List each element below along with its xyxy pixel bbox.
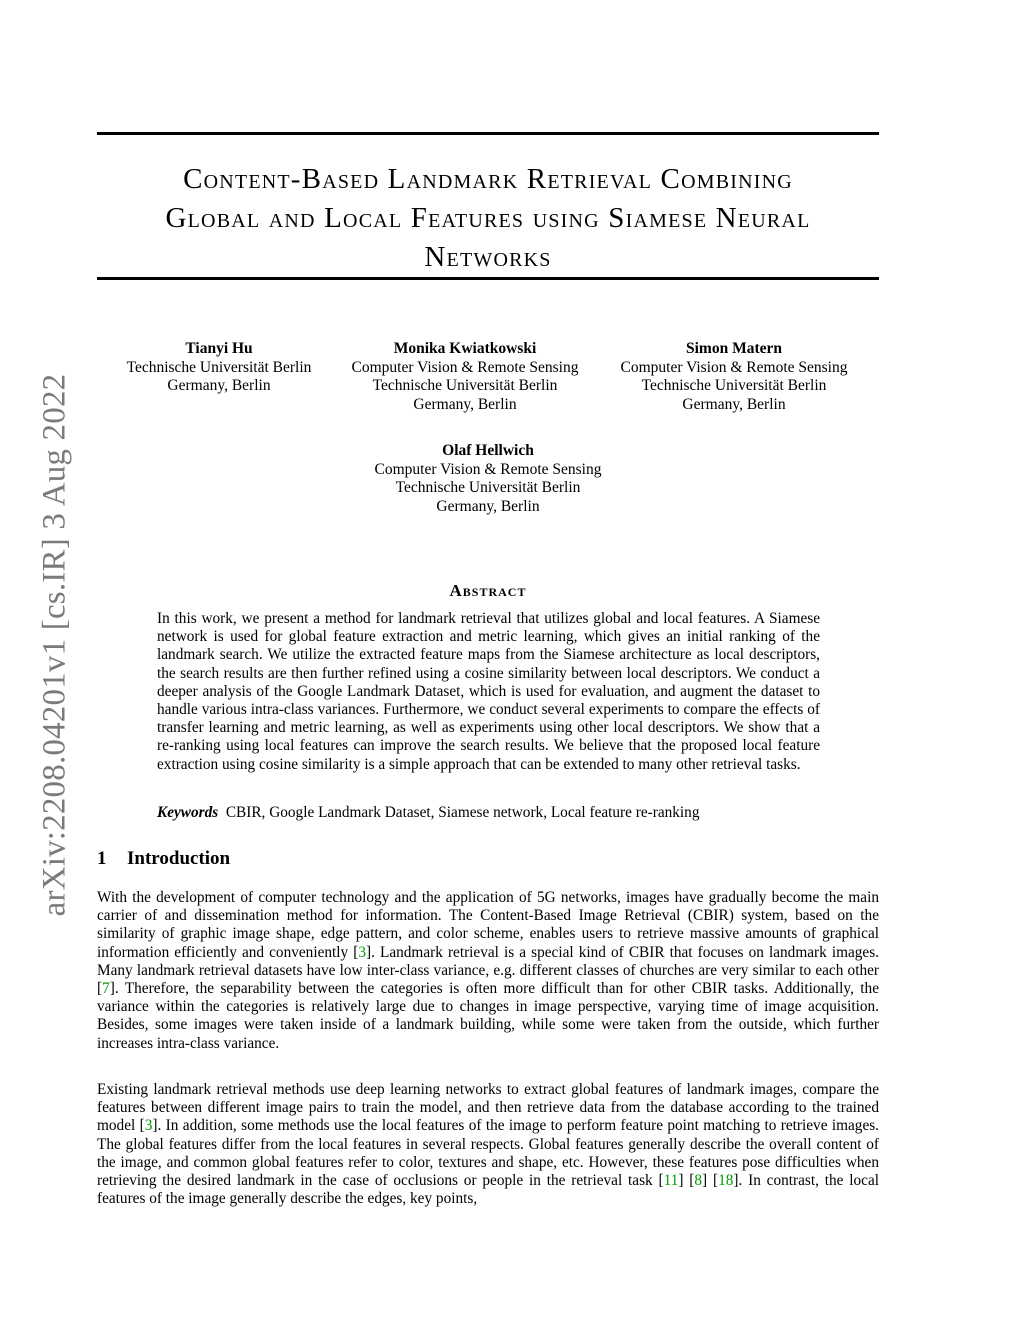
title-rule-bottom bbox=[97, 277, 879, 280]
section-number: 1 bbox=[97, 848, 107, 869]
intro-paragraph-2 bbox=[97, 1081, 879, 1208]
author-affiliation: Technische Universität Berlin bbox=[126, 358, 312, 376]
keywords bbox=[157, 804, 857, 822]
author-block-matern bbox=[609, 340, 859, 414]
author-affiliation: Technische Universität Berlin bbox=[372, 377, 558, 394]
author-block-kwiatkowski bbox=[340, 340, 590, 414]
citation-link[interactable]: 8 bbox=[694, 1172, 703, 1190]
citation-link[interactable]: 3 bbox=[144, 1117, 153, 1135]
author-location: Germany, Berlin bbox=[167, 377, 271, 394]
intro-paragraph-1 bbox=[97, 889, 879, 1053]
author-department: Computer Vision & Remote Sensing bbox=[351, 358, 579, 376]
text-run: ]. Therefore, the separability between the categories is often more difficult than for other CBIR tasks. Additionally, the variance within the categories is relatively large due to changes in image perspective, varying time of image acquisition. Besides, some images were taken inside of a landmark building, while some were taken from the outside, which further increases intra-class variance. bbox=[97, 980, 879, 1052]
author-name: Simon Matern bbox=[685, 340, 782, 357]
author-location: Germany, Berlin bbox=[682, 395, 786, 413]
text-run: ]. In contrast, the local features of the image generally describe the edges, key points, bbox=[97, 1172, 880, 1208]
author-name: Monika Kwiatkowski bbox=[393, 340, 537, 357]
author-name: Tianyi Hu bbox=[185, 340, 253, 357]
title-line-2: Global and Local Features using Siamese Neural bbox=[165, 202, 811, 234]
citation-link[interactable]: 11 bbox=[663, 1172, 679, 1190]
citation-link[interactable]: 18 bbox=[718, 1172, 734, 1190]
section-title: Introduction bbox=[127, 848, 231, 869]
author-department: Computer Vision & Remote Sensing bbox=[374, 460, 602, 478]
author-department: Computer Vision & Remote Sensing bbox=[620, 358, 848, 376]
author-name: Olaf Hellwich bbox=[442, 442, 534, 459]
keywords-text: CBIR, Google Landmark Dataset, Siamese network, Local feature re-ranking bbox=[225, 804, 700, 821]
arxiv-stamp: arXiv:2208.04201v1 [cs.IR] 3 Aug 2022 bbox=[36, 373, 73, 917]
text-run: Existing landmark retrieval methods use deep learning networks to extract global features of landmark images, compare the features between different image pairs to train the model, and then retrieve data from the database according to the trained model [ bbox=[97, 1081, 879, 1135]
abstract-text: In this work, we present a method for landmark retrieval that utilizes global and local features. A Siamese network is used for global feature extraction and metric learning, which gives an initial ranking of the landmark search. We utilize the extracted feature maps from the Siamese architecture as local descriptors, the search results are then further refined using a cosine similarity between local descriptors. We conduct a deeper analysis of the Google Landmark Dataset, which is used for evaluation, and augment the dataset to handle various intra-class variances. Furthermore, we conduct several experiments to compare the effects of transfer learning and metric learning, as well as experiments using other local descriptors. We show that a re-ranking using local features can improve the search results. We believe that the proposed local feature extraction using cosine similarity is a simple approach that can be extended to many other retrieval tasks. bbox=[157, 610, 820, 773]
title-line-1: Content-Based Landmark Retrieval Combining bbox=[183, 163, 793, 195]
citation-link[interactable]: 3 bbox=[358, 943, 366, 961]
author-location: Germany, Berlin bbox=[413, 395, 517, 413]
paper-title bbox=[97, 160, 879, 277]
section-heading-introduction bbox=[97, 848, 230, 870]
text-run: ]. In addition, some methods use the local features of the image to perform feature point matching to retrieve images. The global features differ from the local features in several respects. Global features generally describe the overall content of the image, and common global features refer to color, textures and shape, etc. However, these features pose difficulties when retrieving the desired landmark in the case of occlusions or people in the retrieval task [ bbox=[97, 1117, 880, 1190]
citation-link[interactable]: 7 bbox=[102, 980, 110, 998]
text-run: ] [ bbox=[678, 1172, 695, 1190]
keywords-label: Keywords bbox=[157, 804, 219, 821]
title-rule-top bbox=[97, 132, 879, 135]
text-run: ] [ bbox=[702, 1172, 719, 1190]
author-location: Germany, Berlin bbox=[436, 497, 540, 515]
author-affiliation: Technische Universität Berlin bbox=[641, 377, 827, 394]
text-run: With the development of computer technology and the application of 5G networks, images have gradually become the main carrier of and dissemination method for information. The Content-Based Image Retrieval (CBIR) system, based on the similarity of graphic image shape, edge pattern, and color scheme, enables users to retrieve massive amounts of graphical information efficiently and conveniently [ bbox=[97, 889, 879, 961]
author-block-hu bbox=[119, 340, 319, 396]
title-line-3: Networks bbox=[424, 241, 552, 273]
abstract-heading: Abstract bbox=[449, 581, 527, 600]
author-block-hellwich bbox=[363, 442, 613, 516]
author-affiliation: Technische Universität Berlin bbox=[395, 479, 581, 496]
text-run: ]. Landmark retrieval is a special kind of CBIR that focuses on landmark images. Many landmark retrieval datasets have low inter-class variance, e.g. different classes of churches are very similar to each other [ bbox=[97, 943, 879, 998]
